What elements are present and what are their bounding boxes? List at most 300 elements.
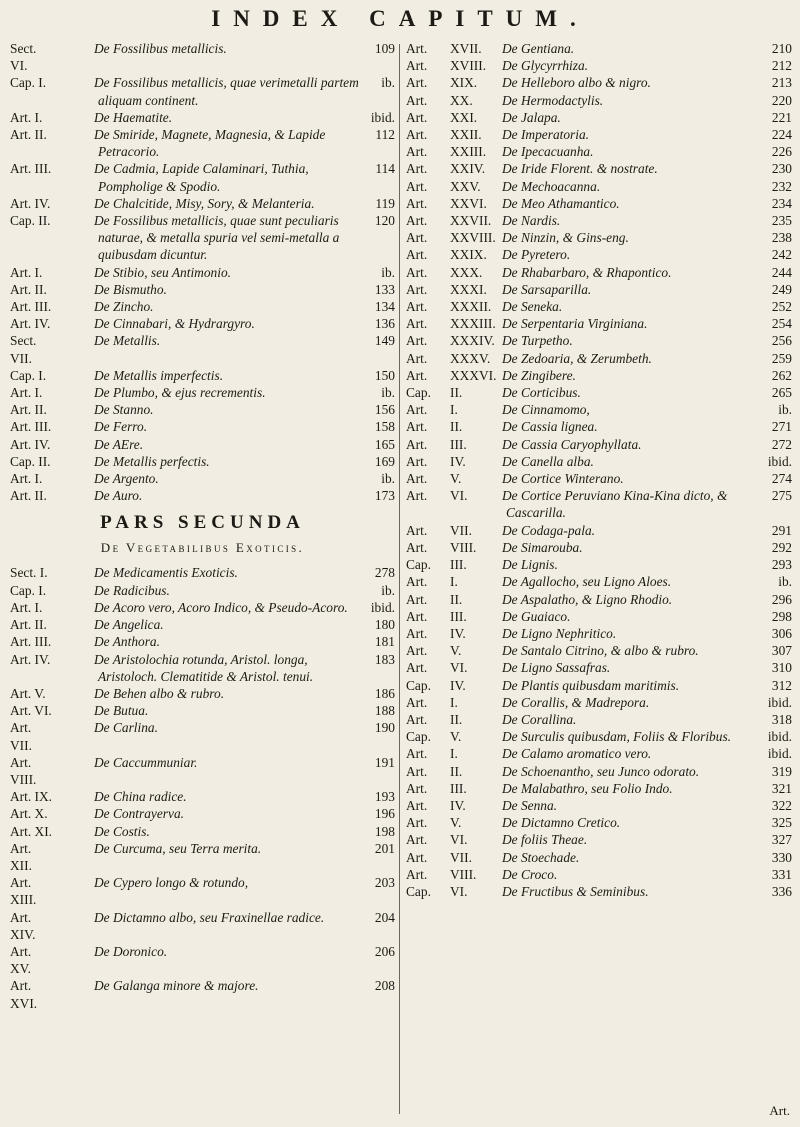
entry-number-label: IV. [450, 677, 466, 693]
entry-number-label: II. [450, 385, 463, 401]
entry-title: De Ligno Sassafras. [502, 660, 611, 676]
entry-label: Art. [406, 367, 428, 383]
index-entry [406, 608, 792, 625]
index-entry [10, 840, 395, 874]
entry-number-label: XXIX. [450, 247, 487, 263]
entry-label: Art. [406, 815, 428, 831]
entry-page: 322 [771, 797, 792, 813]
entry-number-label: VI. [450, 883, 468, 899]
entry-page: 242 [771, 247, 792, 263]
entry-page: 259 [771, 350, 792, 366]
entry-label: Art. [406, 608, 428, 624]
entry-number-label [54, 418, 94, 435]
entry-label: Art. [406, 213, 428, 229]
entry-label: Art. [406, 402, 428, 418]
index-entry [10, 109, 395, 126]
entry-page: 249 [771, 281, 792, 297]
entry-label: Art. IV. [10, 651, 51, 667]
entry-label: Cap. I. [10, 75, 47, 91]
index-entry [406, 866, 792, 883]
entry-number-label [54, 264, 94, 281]
index-entry [406, 109, 792, 126]
entry-number-label: XXVIII. [450, 230, 496, 246]
entry-label: Art. [406, 539, 428, 555]
entry-number-label [54, 126, 94, 160]
index-entry [10, 685, 395, 702]
entry-label: Art. XIII. [10, 875, 37, 908]
entry-number-label [54, 332, 94, 366]
entry-number-label [54, 453, 94, 470]
entry-title: De Argento. [94, 471, 159, 487]
index-entry [10, 754, 395, 788]
entry-title: De AEre. [94, 436, 144, 452]
entry-title: De Stanno. [94, 402, 154, 418]
entry-title: De Corticibus. [502, 385, 581, 401]
entry-number-label: XXXI. [450, 281, 487, 297]
index-entry [10, 298, 395, 315]
entry-number-label: V. [450, 815, 462, 831]
entry-title: De Metallis perfectis. [94, 453, 210, 469]
entry-title: De Canella alba. [502, 453, 594, 469]
entry-label: Art. IV. [10, 316, 51, 332]
index-entry [406, 659, 792, 676]
entry-number-label: V. [450, 643, 462, 659]
entry-title: De Acoro vero, Acoro Indico, & Pseudo-Acoro. [94, 599, 348, 615]
entry-title: De foliis Theae. [502, 832, 588, 848]
entry-page: 274 [771, 471, 792, 487]
entry-label: Art. I. [10, 264, 43, 280]
index-entry [10, 384, 395, 401]
entry-page: 201 [374, 840, 395, 856]
entry-number-label [54, 616, 94, 633]
entry-page: 114 [375, 161, 395, 177]
index-entry [10, 418, 395, 435]
entry-number-label [54, 109, 94, 126]
index-entry [10, 160, 395, 194]
entry-number-label: I. [450, 574, 458, 590]
index-entry [10, 315, 395, 332]
entry-page: 220 [771, 92, 792, 108]
entry-label: Art. [406, 41, 428, 56]
entry-number-label: XXIV. [450, 161, 486, 177]
entry-label: Art. II. [10, 402, 47, 418]
index-entry [406, 453, 792, 470]
entry-number-label [54, 702, 94, 719]
entry-label: Art. XVI. [10, 978, 38, 1011]
entry-title: De Imperatoria. [502, 127, 590, 143]
entry-label: Art. VI. [10, 703, 52, 719]
entry-number-label: III. [450, 608, 467, 624]
entry-label: Art. III. [10, 299, 52, 315]
entry-label: Art. [406, 127, 428, 143]
entry-label: Sect. VII. [10, 333, 37, 366]
entry-title: De Butua. [94, 703, 149, 719]
entry-label: Art. [406, 161, 428, 177]
entry-page: 336 [771, 883, 792, 899]
entry-number-label [54, 788, 94, 805]
left-column [10, 40, 395, 1012]
entry-page: 149 [374, 333, 395, 349]
index-entry [10, 487, 395, 504]
entry-number-label [54, 436, 94, 453]
entry-number-label [54, 564, 94, 581]
entry-label: Art. [406, 625, 428, 641]
entry-page: 204 [374, 909, 395, 925]
entry-label: Art. [406, 832, 428, 848]
entry-page: 188 [374, 703, 395, 719]
entry-page: 112 [375, 127, 395, 143]
entry-label: Art. [406, 694, 428, 710]
entry-number-label: I. [450, 746, 458, 762]
index-entry [406, 40, 792, 57]
index-entry [406, 745, 792, 762]
entry-title: De Aspalatho, & Ligno Rhodio. [502, 591, 673, 607]
entry-number-label [54, 874, 94, 908]
entry-page: 165 [374, 436, 395, 452]
entry-number-label: XVIII. [450, 58, 487, 74]
entry-page: 296 [771, 591, 792, 607]
entry-page: ib. [381, 264, 395, 280]
part-title: PARS SECUNDA [100, 512, 305, 534]
entry-page: 307 [771, 643, 792, 659]
entry-title: De Nardis. [502, 213, 561, 229]
entry-number-label: XXVI. [450, 195, 487, 211]
left-bottom-list [10, 564, 395, 1011]
entry-title: De Agallocho, seu Ligno Aloes. [502, 574, 672, 590]
entry-label: Art. IX. [10, 789, 53, 805]
entry-title: De Ferro. [94, 419, 148, 435]
entry-title: De Guaiaco. [502, 608, 571, 624]
entry-title: De Pyretero. [502, 247, 571, 263]
entry-label: Cap. II. [10, 213, 51, 229]
entry-page: 254 [771, 316, 792, 332]
entry-page: ib. [778, 574, 792, 590]
entry-page: ib. [778, 402, 792, 418]
entry-title: De Metallis. [94, 333, 161, 349]
index-entry [406, 143, 792, 160]
entry-title: De Aristolochia rotunda, Aristol. longa, Aristoloch. Clematitide & Aristol. tenui. [94, 651, 314, 684]
entry-number-label: III. [450, 780, 467, 796]
index-entry [406, 126, 792, 143]
left-top-list [10, 40, 395, 504]
entry-number-label: XXV. [450, 178, 481, 194]
entry-number-label [54, 384, 94, 401]
entry-title: De Ipecacuanha. [502, 144, 594, 160]
entry-title: De Gentiana. [502, 41, 575, 56]
entry-number-label [54, 298, 94, 315]
entry-title: De Ligno Nephritico. [502, 625, 617, 641]
index-entry [406, 298, 792, 315]
index-entry [10, 40, 395, 74]
entry-title: De Galanga minore & majore. [94, 978, 259, 994]
entry-page: 319 [771, 763, 792, 779]
index-entry [10, 564, 395, 581]
index-entry [406, 195, 792, 212]
entry-number-label [54, 401, 94, 418]
entry-number-label: XXX. [450, 264, 483, 280]
index-entry [406, 401, 792, 418]
entry-number-label: I. [450, 694, 458, 710]
entry-title: De Senna. [502, 797, 558, 813]
entry-number-label [54, 840, 94, 874]
entry-number-label: XXXV. [450, 350, 491, 366]
entry-label: Art. [406, 660, 428, 676]
entry-page: 265 [771, 385, 792, 401]
entry-page: 312 [771, 677, 792, 693]
entry-label: Art. [406, 58, 428, 74]
entry-number-label: VI. [450, 660, 468, 676]
entry-title: De Metallis imperfectis. [94, 367, 224, 383]
index-entry [406, 573, 792, 590]
entry-title: De Cassia lignea. [502, 419, 598, 435]
entry-page: ibid. [767, 694, 792, 710]
entry-label: Cap. [406, 883, 431, 899]
entry-number-label: VII. [450, 849, 472, 865]
entry-page: 158 [374, 419, 395, 435]
index-entry [10, 453, 395, 470]
entry-label: Sect. VI. [10, 41, 37, 74]
entry-label: Sect. I. [10, 565, 48, 581]
entry-number-label [54, 599, 94, 616]
entry-page: 224 [771, 127, 792, 143]
entry-page: 190 [374, 720, 395, 736]
entry-label: Art. [406, 780, 428, 796]
entry-page: ib. [381, 471, 395, 487]
entry-title: De Cadmia, Lapide Calaminari, Tuthia, Pompholige & Spodio. [94, 161, 309, 194]
entry-label: Art. I. [10, 109, 43, 125]
index-entry [10, 401, 395, 418]
entry-label: Art. [406, 144, 428, 160]
index-entry [406, 728, 792, 745]
entry-title: De Calamo aromatico vero. [502, 746, 652, 762]
entry-label: Art. [406, 453, 428, 469]
entry-number-label: XXI. [450, 109, 478, 125]
index-entry [406, 883, 792, 900]
entry-number-label: IV. [450, 625, 466, 641]
entry-label: Art. [406, 75, 428, 91]
entry-number-label: I. [450, 402, 458, 418]
entry-title: De Chalcitide, Misy, Sory, & Melanteria. [94, 195, 315, 211]
entry-number-label: III. [450, 557, 467, 573]
index-entry [10, 788, 395, 805]
entry-title: De Stoechade. [502, 849, 580, 865]
index-entry [406, 92, 792, 109]
entry-title: De Helleboro albo & nigro. [502, 75, 651, 91]
entry-number-label [54, 367, 94, 384]
entry-label: Art. [406, 247, 428, 263]
entry-title: De Curcuma, seu Terra merita. [94, 840, 262, 856]
index-entry [10, 702, 395, 719]
index-entry [406, 522, 792, 539]
entry-number-label: V. [450, 471, 462, 487]
entry-number-label: XIX. [450, 75, 478, 91]
entry-title: De Surculis quibusdam, Foliis & Floribus. [502, 729, 732, 745]
right-list [406, 40, 792, 900]
entry-page: ibid. [767, 746, 792, 762]
entry-title: De Croco. [502, 866, 558, 882]
entry-page: 238 [771, 230, 792, 246]
entry-page: 234 [771, 195, 792, 211]
entry-number-label: XXIII. [450, 144, 487, 160]
index-entry [10, 651, 395, 685]
index-entry [406, 470, 792, 487]
entry-page: 256 [771, 333, 792, 349]
entry-title: De Cortice Peruviano Kina-Kina dicto, & Cascarilla. [502, 488, 728, 521]
entry-title: De Jalapa. [502, 109, 561, 125]
entry-label: Art. [406, 92, 428, 108]
entry-page: ib. [381, 75, 395, 91]
entry-title: De Ninzin, & Gins-eng. [502, 230, 629, 246]
entry-title: De Cinnamomo, [502, 402, 590, 418]
entry-title: De Bismutho. [94, 281, 167, 297]
entry-label: Art. [406, 281, 428, 297]
entry-page: 235 [771, 213, 792, 229]
entry-title: De Auro. [94, 488, 143, 504]
entry-number-label: XXXIV. [450, 333, 495, 349]
entry-page: 173 [374, 488, 395, 504]
entry-page: 109 [374, 41, 395, 56]
entry-label: Cap. [406, 385, 431, 401]
entry-title: De Fossilibus metallicis, quae verimetalli partem aliquam continent. [94, 75, 359, 108]
entry-title: De Corallina. [502, 711, 577, 727]
entry-number-label [54, 633, 94, 650]
entry-page: 213 [771, 75, 792, 91]
entry-number-label: XXII. [450, 127, 482, 143]
entry-number-label [54, 212, 94, 264]
index-entry [406, 797, 792, 814]
entry-page: 203 [374, 875, 395, 891]
entry-page: 291 [771, 522, 792, 538]
entry-label: Cap. [406, 729, 431, 745]
entry-title: De Mechoacanna. [502, 178, 601, 194]
entry-page: 212 [771, 58, 792, 74]
entry-number-label: XXXII. [450, 299, 492, 315]
entry-title: De Cassia Caryophyllata. [502, 436, 642, 452]
entry-number-label: III. [450, 436, 467, 452]
entry-title: De Doronico. [94, 943, 168, 959]
entry-title: De Fossilibus metallicis, quae sunt peculiaris naturae, & metalla spuria vel semi-metalla a quibusdam dicuntur. [94, 213, 340, 263]
entry-title: De Simarouba. [502, 539, 583, 555]
entry-title: De Caccummuniar. [94, 754, 198, 770]
entry-page: 330 [771, 849, 792, 865]
entry-page: 298 [771, 608, 792, 624]
entry-label: Art. III. [10, 161, 52, 177]
index-entry [10, 195, 395, 212]
entry-number-label: V. [450, 729, 462, 745]
entry-number-label [54, 943, 94, 977]
entry-number-label: IV. [450, 797, 466, 813]
entry-title: De Meo Athamantico. [502, 195, 620, 211]
entry-label: Art. [406, 316, 428, 332]
index-entry [10, 264, 395, 281]
entry-label: Cap. I. [10, 367, 47, 383]
entry-number-label [54, 40, 94, 74]
index-entry [10, 599, 395, 616]
entry-page: 206 [374, 943, 395, 959]
entry-page: 325 [771, 815, 792, 831]
index-entry [406, 281, 792, 298]
index-entry [10, 616, 395, 633]
index-entry [10, 470, 395, 487]
entry-page: 120 [374, 213, 395, 229]
entry-page: 226 [771, 144, 792, 160]
entry-title: De Haematite. [94, 109, 173, 125]
entry-label: Cap. [406, 677, 431, 693]
entry-title: De Sarsaparilla. [502, 281, 592, 297]
entry-label: Art. II. [10, 488, 47, 504]
entry-page: 230 [771, 161, 792, 177]
entry-label: Art. [406, 333, 428, 349]
entry-page: 156 [374, 402, 395, 418]
index-entry [406, 229, 792, 246]
entry-number-label: VIII. [450, 866, 477, 882]
index-entry [406, 487, 792, 521]
entry-title: De Malabathro, seu Folio Indo. [502, 780, 673, 796]
entry-label: Art. [406, 178, 428, 194]
index-entry [406, 642, 792, 659]
index-entry [10, 126, 395, 160]
page-header: INDEX CAPITUM. [211, 6, 589, 31]
catchword: Art. [769, 1103, 790, 1118]
index-entry [406, 384, 792, 401]
entry-label: Art. [406, 109, 428, 125]
entry-title: De Plumbo, & ejus recrementis. [94, 385, 266, 401]
index-entry [406, 436, 792, 453]
entry-page: 134 [374, 299, 395, 315]
entry-label: Art. IV. [10, 436, 51, 452]
entry-number-label: II. [450, 711, 463, 727]
index-entry [406, 332, 792, 349]
entry-title: De Santalo Citrino, & albo & rubro. [502, 643, 699, 659]
index-entry [406, 315, 792, 332]
entry-number-label: XXXVI. [450, 367, 497, 383]
entry-label: Art. XIV. [10, 909, 36, 942]
entry-label: Art. [406, 746, 428, 762]
index-entry [406, 264, 792, 281]
entry-number-label [54, 487, 94, 504]
right-column [406, 40, 792, 900]
column-divider [399, 44, 400, 1114]
entry-title: De Medicamentis Exoticis. [94, 565, 238, 581]
entry-label: Art. [406, 763, 428, 779]
entry-label: Art. [406, 436, 428, 452]
entry-number-label: XX. [450, 92, 473, 108]
entry-label: Art. XII. [10, 840, 32, 873]
entry-page: 272 [771, 436, 792, 452]
index-entry [406, 556, 792, 573]
entry-number-label [54, 160, 94, 194]
index-entry [406, 780, 792, 797]
entry-title: De Carlina. [94, 720, 158, 736]
entry-number-label: XVII. [450, 41, 482, 56]
entry-title: De Stibio, seu Antimonio. [94, 264, 231, 280]
entry-title: De Turpetho. [502, 333, 573, 349]
entry-number-label [54, 823, 94, 840]
entry-label: Art. II. [10, 617, 47, 633]
entry-page: 271 [771, 419, 792, 435]
entry-label: Art. VIII. [10, 754, 37, 787]
entry-title: De Anthora. [94, 634, 160, 650]
entry-label: Art. VII. [10, 720, 32, 753]
entry-page: ibid. [370, 599, 395, 615]
index-entry [406, 350, 792, 367]
entry-title: De Zingibere. [502, 367, 576, 383]
entry-number-label [54, 651, 94, 685]
entry-title: De Radicibus. [94, 582, 170, 598]
entry-title: De Zincho. [94, 299, 154, 315]
entry-label: Art. XV. [10, 943, 32, 977]
entry-label: Art. [406, 849, 428, 865]
